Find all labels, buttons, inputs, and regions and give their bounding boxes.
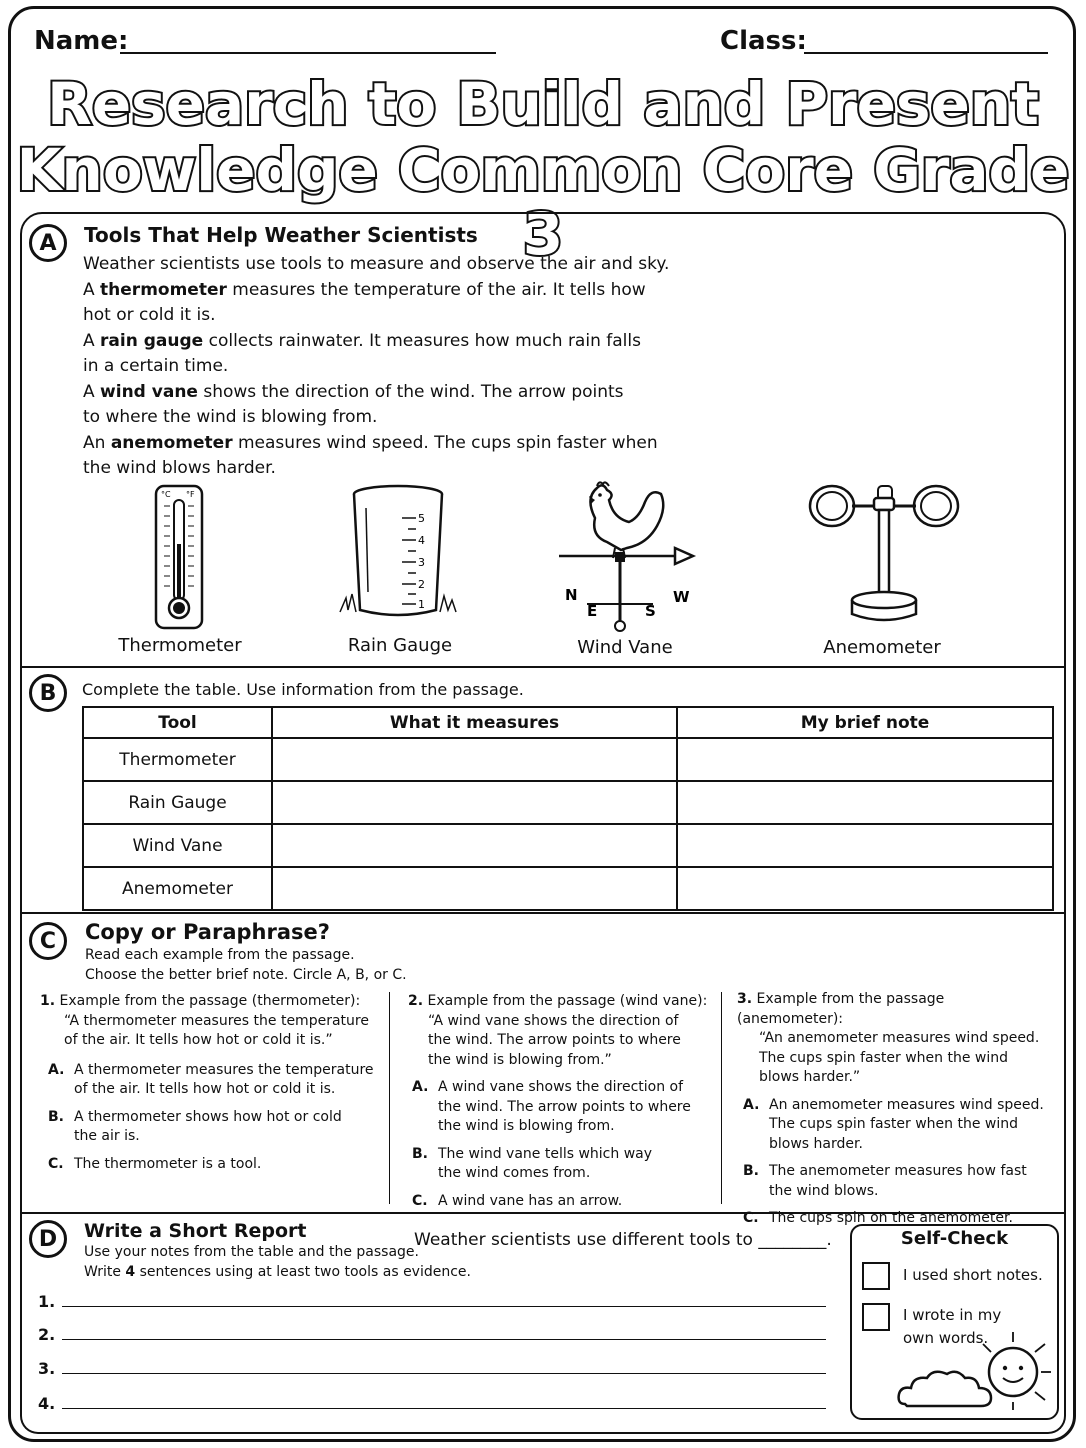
section-c-directions (85, 946, 407, 985)
name-field[interactable] (120, 52, 496, 54)
table-cell-tool: Wind Vane (83, 824, 272, 867)
answer-cell[interactable] (272, 781, 677, 824)
passage-line: the wind blows harder. (83, 458, 276, 478)
option-text: A thermometer shows how hot or cold (74, 1108, 342, 1125)
self-check-title: Self-Check (900, 1228, 1009, 1249)
option-text: of the air. It tells how hot or cold it is. (74, 1081, 336, 1097)
answer-cell[interactable] (677, 867, 1053, 910)
option-letter: B. (412, 1145, 428, 1162)
vane-west-label: W (673, 588, 690, 606)
question-number: 2. (408, 993, 424, 1009)
section-d-badge: D (29, 1220, 67, 1258)
answer-cell[interactable] (677, 824, 1053, 867)
column-divider (389, 992, 390, 1204)
option-letter: A. (743, 1096, 760, 1113)
option-letter: C. (743, 1210, 759, 1226)
option-text: the air is. (74, 1128, 140, 1144)
self-check-item-2-line: own words. (903, 1329, 989, 1347)
question-lead: Example from the passage (wind vane): (427, 993, 708, 1009)
option-text: A thermometer measures the temperature (74, 1061, 374, 1078)
answer-cell[interactable] (272, 738, 677, 781)
option-text: The cups spin on the anemometer. (769, 1210, 1013, 1226)
option-text: An anemometer measures wind speed. (769, 1096, 1044, 1113)
name-label: Name: (34, 26, 129, 56)
passage-para-rain-gauge: A rain gauge collects rainwater. It measures how much rain falls (83, 330, 641, 351)
thermometer-illustration (150, 482, 210, 632)
answer-cell[interactable] (272, 867, 677, 910)
question-quote: “A wind vane shows the direction of (428, 1012, 679, 1029)
table-row (83, 781, 1053, 824)
gauge-mark: 5 (418, 512, 425, 525)
title-line-2: Knowledge Common Core Grade 3 (16, 136, 1070, 268)
question-1 (40, 992, 385, 1174)
section-d-line: Write 4 sentences using at least two tools as evidence. (84, 1263, 471, 1280)
option-letter: C. (48, 1155, 64, 1172)
section-a-badge: A (29, 224, 67, 262)
caption-thermometer: Thermometer (118, 635, 242, 656)
option-letter: B. (48, 1108, 64, 1125)
table-row (83, 738, 1053, 781)
passage-line: to where the wind is blowing from. (83, 407, 378, 427)
answer-cell[interactable] (677, 738, 1053, 781)
section-c-line: Choose the better brief note. Circle A, B, or C. (85, 966, 407, 983)
passage-intro: Weather scientists use tools to measure and observe the air and sky. (83, 254, 670, 274)
option-a[interactable] (743, 1096, 1047, 1155)
option-c[interactable] (412, 1192, 718, 1212)
option-text: the wind is blowing from. (438, 1118, 615, 1134)
table-cell-tool: Rain Gauge (83, 781, 272, 824)
table-header: Tool (83, 707, 272, 738)
class-label: Class: (720, 26, 807, 56)
caption-wind-vane: Wind Vane (577, 637, 673, 658)
question-lead: Example from the passage (anemometer): (737, 991, 945, 1027)
table-row (83, 824, 1053, 867)
option-letter: C. (412, 1192, 428, 1209)
class-field[interactable] (804, 52, 1048, 54)
question-quote: “An anemometer measures wind speed. (759, 1030, 1040, 1046)
section-c-badge: C (29, 922, 67, 960)
checkbox-short-notes[interactable] (862, 1262, 890, 1290)
option-b[interactable] (48, 1108, 385, 1147)
writing-line-1[interactable] (62, 1306, 826, 1307)
writing-line-3[interactable] (62, 1373, 826, 1374)
section-d-line: Use your notes from the table and the passage. (84, 1244, 419, 1260)
gauge-mark: 2 (418, 578, 425, 591)
line-number: 1. (38, 1292, 56, 1311)
question-number: 1. (40, 993, 56, 1009)
table-row (83, 867, 1053, 910)
option-text: The cups spin faster when the wind (769, 1116, 1018, 1132)
gauge-mark: 4 (418, 534, 425, 547)
table-cell-tool: Thermometer (83, 738, 272, 781)
line-number: 3. (38, 1359, 56, 1378)
section-a-heading: Tools That Help Weather Scientists (84, 223, 478, 247)
question-quote: The cups spin faster when the wind (759, 1049, 1008, 1066)
option-letter: A. (412, 1079, 429, 1095)
question-quote: “A thermometer measures the temperature (64, 1012, 369, 1029)
option-a[interactable] (48, 1061, 385, 1100)
sentence-starter: Weather scientists use different tools to ________. (414, 1230, 832, 1250)
question-2 (408, 992, 718, 1211)
passage-para-thermometer: A thermometer measures the temperature of the air. It tells how (83, 279, 646, 300)
passage-line: in a certain time. (83, 356, 229, 376)
table-header-row (83, 707, 1053, 738)
answer-cell[interactable] (272, 824, 677, 867)
option-text: the wind comes from. (438, 1165, 591, 1181)
section-c-heading: Copy or Paraphrase? (85, 920, 330, 944)
table-header: What it measures (272, 707, 677, 738)
passage-para-wind-vane: A wind vane shows the direction of the wind. The arrow points (83, 381, 624, 402)
option-letter: B. (743, 1163, 759, 1179)
option-a[interactable] (412, 1078, 718, 1137)
question-quote: blows harder.” (759, 1069, 861, 1085)
section-d-directions (84, 1243, 471, 1282)
option-text: the wind. The arrow points to where (438, 1098, 691, 1115)
self-check-item-1: I used short notes. (903, 1266, 1043, 1284)
title-line-1: Research to Build and Present (47, 70, 1039, 138)
table-cell-tool: Anemometer (83, 867, 272, 910)
column-divider (721, 992, 722, 1204)
vane-north-label: N (565, 586, 578, 604)
writing-line-2[interactable] (62, 1339, 826, 1340)
writing-line-4[interactable] (62, 1408, 826, 1409)
section-b-badge: B (29, 674, 67, 712)
option-text: blows harder. (769, 1135, 863, 1152)
thermometer-celsius-label: °C (161, 490, 171, 499)
anemometer-illustration (808, 472, 962, 628)
option-text: A wind vane has an arrow. (438, 1192, 623, 1209)
passage-line: hot or cold it is. (83, 305, 216, 325)
gauge-mark: 3 (418, 556, 425, 569)
question-3 (737, 990, 1047, 1229)
line-number: 4. (38, 1394, 56, 1413)
line-number: 2. (38, 1325, 56, 1344)
section-b-instruction: Complete the table. Use information from the passage. (82, 680, 524, 699)
gauge-mark: 1 (418, 598, 425, 611)
caption-rain-gauge: Rain Gauge (347, 635, 453, 656)
option-text: The thermometer is a tool. (74, 1155, 262, 1172)
answer-cell[interactable] (677, 781, 1053, 824)
wind-vane-illustration (555, 478, 700, 634)
checkbox-own-words[interactable] (862, 1303, 890, 1331)
passage-para-anemometer: An anemometer measures wind speed. The cups spin faster when (83, 432, 658, 453)
vane-east-label: E (587, 602, 598, 620)
thermometer-fahrenheit-label: °F (186, 490, 195, 499)
section-c-line: Read each example from the passage. (85, 947, 355, 963)
section-d-heading: Write a Short Report (84, 1220, 307, 1242)
option-letter: A. (48, 1061, 65, 1078)
option-b[interactable] (743, 1162, 1047, 1201)
question-lead: Example from the passage (thermometer): (59, 993, 361, 1009)
option-b[interactable] (412, 1145, 718, 1184)
option-text: the wind blows. (769, 1182, 879, 1199)
question-quote: the wind. The arrow points to where (428, 1032, 681, 1048)
option-text: A wind vane shows the direction of (438, 1079, 684, 1095)
option-c[interactable] (48, 1155, 385, 1175)
option-text: The anemometer measures how fast (769, 1163, 1027, 1179)
sun-cloud-icon (895, 1330, 1055, 1414)
rain-gauge-illustration (336, 482, 460, 622)
self-check-item-2-line: I wrote in my (903, 1306, 1002, 1324)
vane-south-label: S (645, 602, 656, 620)
question-quote: of the air. It tells how hot or cold it is.” (64, 1032, 333, 1048)
tools-table (82, 706, 1054, 911)
table-header: My brief note (677, 707, 1053, 738)
question-quote: the wind is blowing from.” (428, 1051, 612, 1068)
caption-anemometer: Anemometer (823, 637, 941, 658)
question-number: 3. (737, 991, 753, 1007)
option-text: The wind vane tells which way (438, 1145, 653, 1162)
passage (83, 252, 703, 482)
